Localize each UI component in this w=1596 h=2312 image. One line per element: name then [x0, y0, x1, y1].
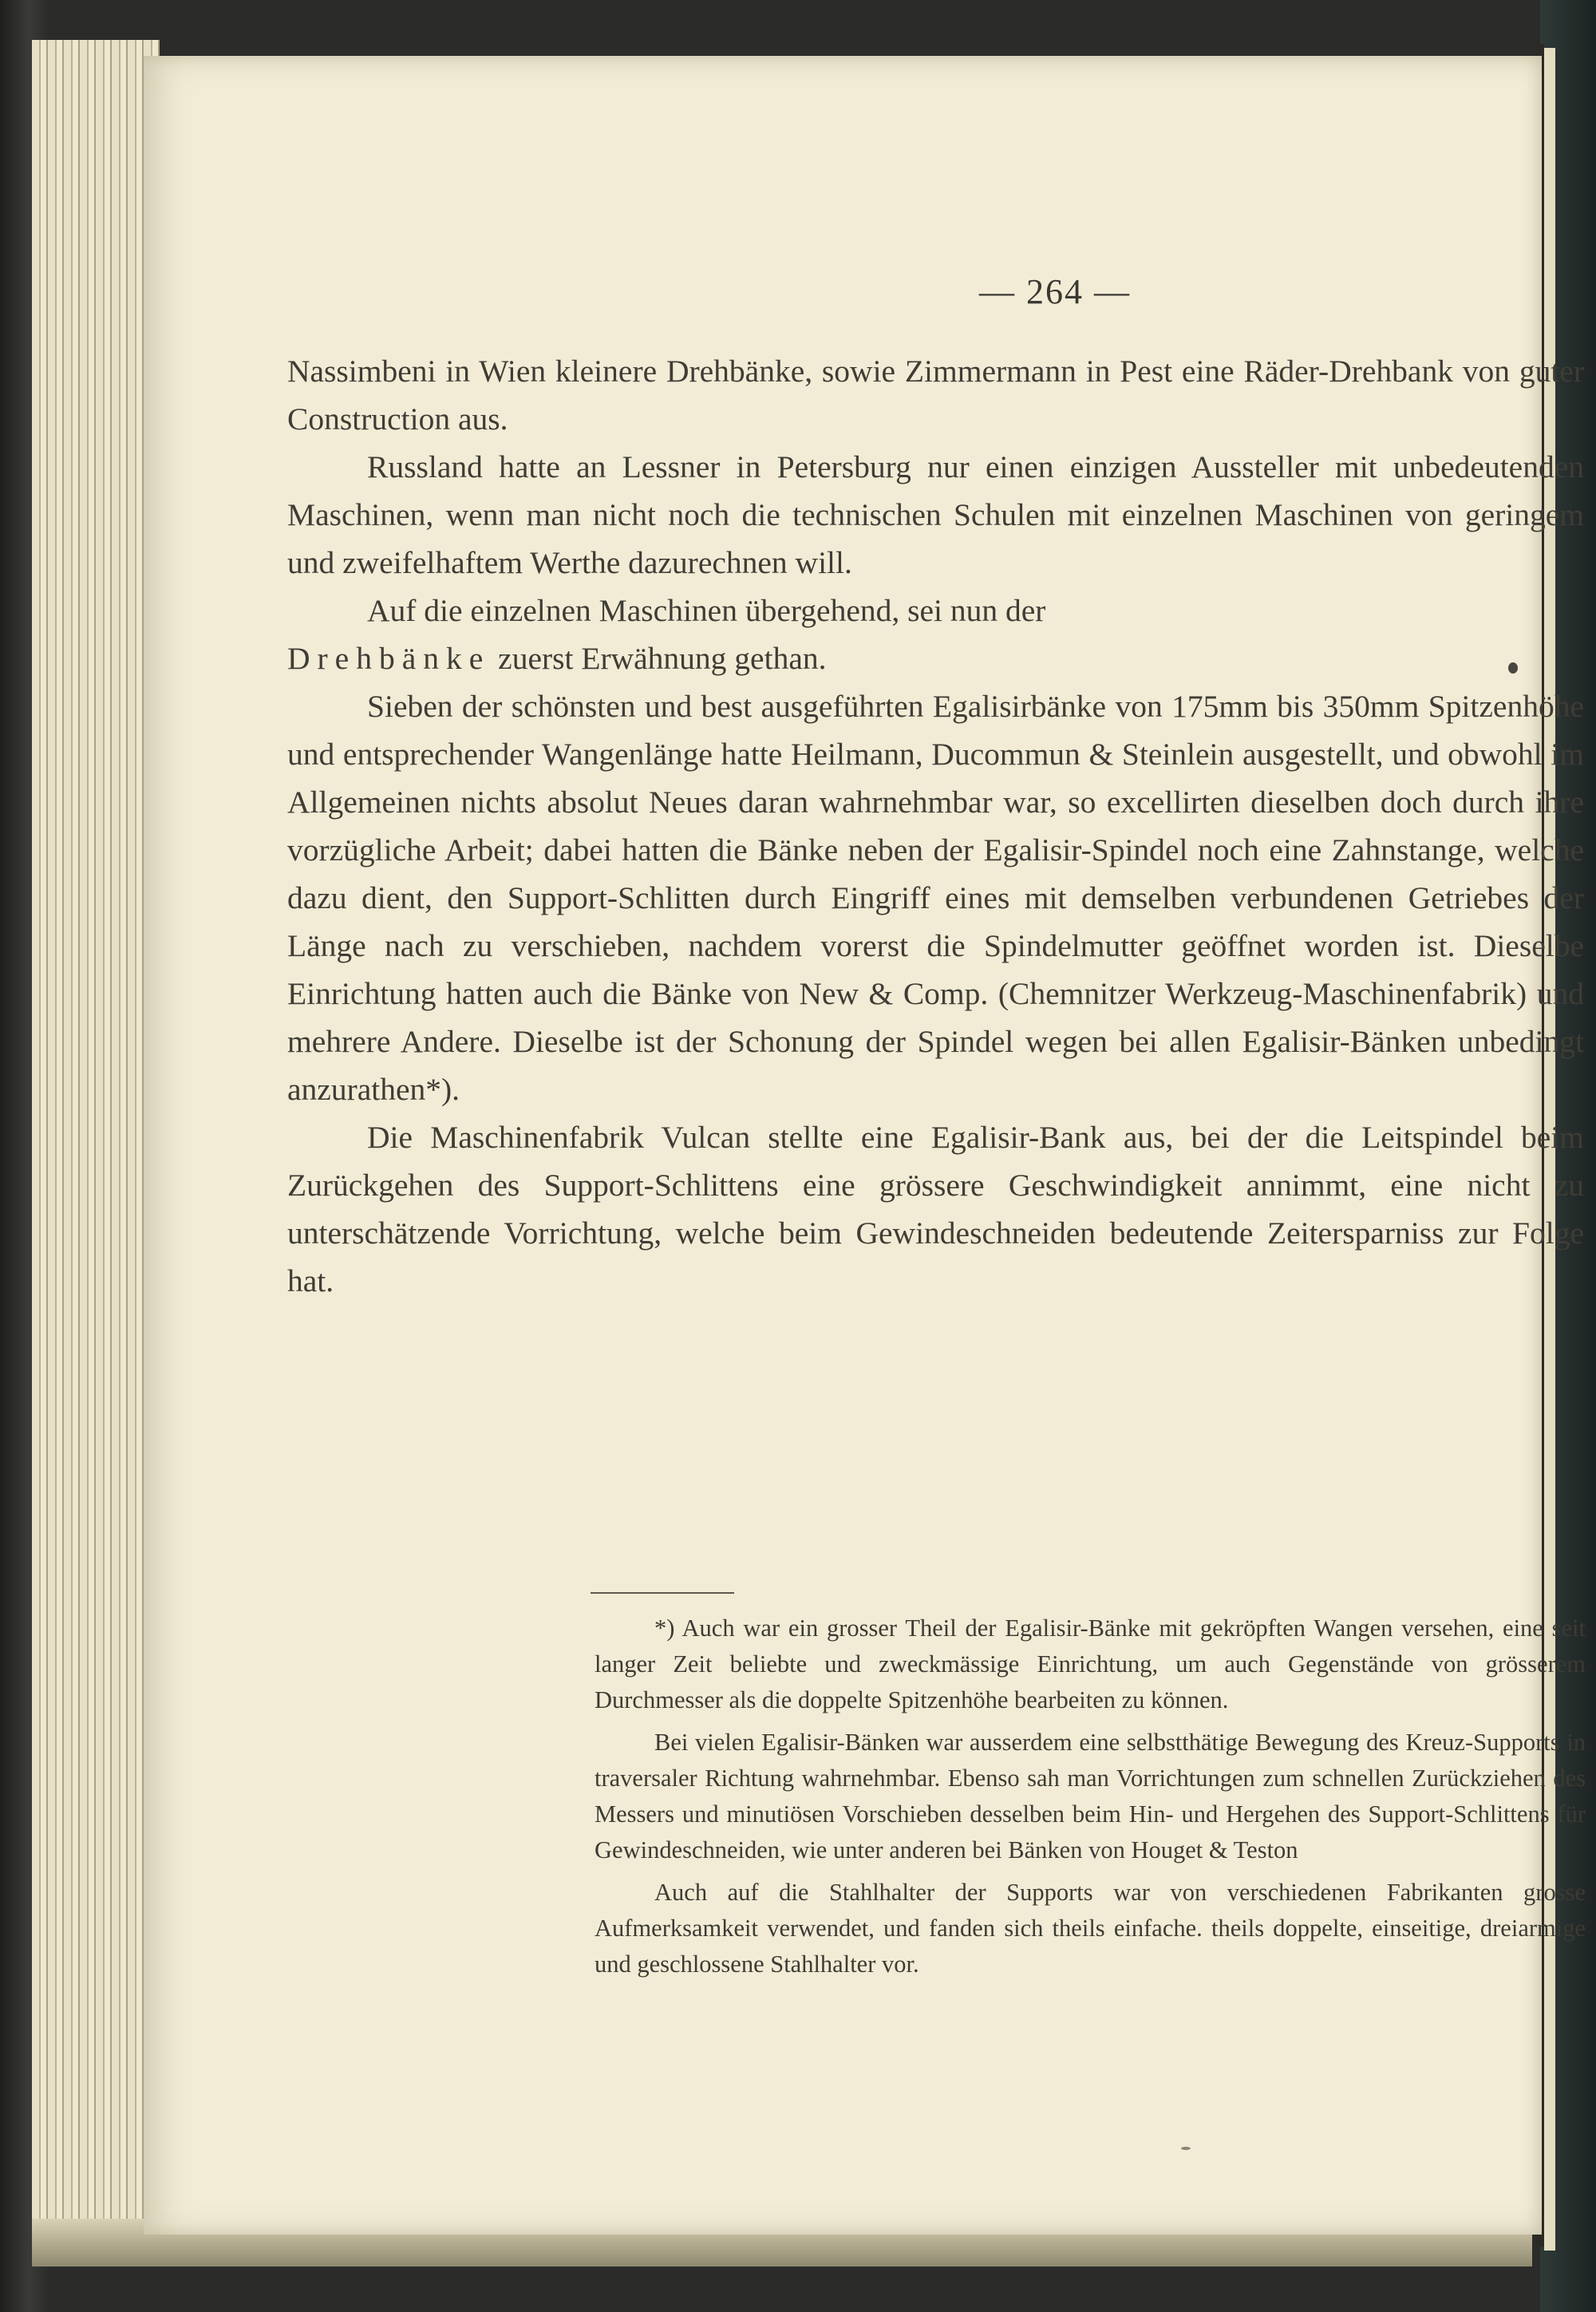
paragraph: Sieben der schönsten und best ausgeführten Egalisirbänke von 175mm bis 350mm Spitzenhöhe und entsprechender Wangenlänge hatte Heilmann, Ducommun & Steinlein ausgestellt, und obwohl im Allgemeinen nichts absolut Neues daran wahrnehmbar war, so excellirten dieselben doch durch ihre vorzügliche Arbeit; dabei hatten die Bänke neben der Egalisir-Spindel noch eine Zahnstange, welche dazu dient, den Support-Schlitten durch Eingriff eines mit demselben verbundenen Getriebes der Länge nach zu verschieben, nachdem vorerst die Spindelmutter geöffnet worden ist. Dieselbe Einrichtung hatten auch die Bänke von New & Comp. (Chemnitzer Werkzeug-Maschinenfabrik) und mehrere Andere. Dieselbe ist der Schonung der Spindel wegen bei allen Egalisir-Bänken unbedingt anzurathen*).	[287, 689, 1584, 1107]
paragraph-text: zuerst Erwähnung gethan.	[490, 641, 827, 676]
ink-spot	[1181, 2147, 1191, 2150]
page-number: — 264 —	[979, 272, 1131, 311]
ink-spot	[1508, 662, 1518, 674]
book-page	[144, 56, 1586, 2235]
body-text	[287, 347, 1584, 1305]
paragraph	[287, 587, 1584, 682]
footnote-divider	[591, 1592, 734, 1594]
paragraph-text: Auf die einzelnen Maschinen übergehend, sei nun der	[367, 593, 1046, 628]
emphasized-term: Drehbänke	[287, 641, 491, 676]
footnote: *) Auch war ein grosser Theil der Egalisir-Bänke mit gekröpften Wangen versehen, eine seit langer Zeit beliebte und zweckmässige Einrichtung, um auch Gegenstände von grösserem Durchmesser als die doppelte Spitzenhöhe bearbeiten zu können.	[595, 1614, 1586, 1713]
paragraph: Nassimbeni in Wien kleinere Drehbänke, sowie Zimmermann in Pest eine Räder-Drehbank von guter Construction aus.	[287, 354, 1584, 437]
page-edges	[32, 40, 160, 2267]
footnotes	[595, 1610, 1586, 1989]
paragraph: Russland hatte an Lessner in Petersburg nur einen einzigen Aussteller mit unbedeutenden Maschinen, wenn man nicht noch die technischen Schulen mit einzelnen Maschinen von geringem und zweifelhaftem Werthe dazurechnen will.	[287, 449, 1584, 580]
footnote: Bei vielen Egalisir-Bänken war ausserdem eine selbstthätige Bewegung des Kreuz-Supports in traversaler Richtung wahrnehmbar. Ebenso sah man Vorrichtungen zum schnellen Zurückziehen des Messers und minutiösen Vorschieben desselben beim Hin- und Hergehen des Support-Schlittens für Gewindeschneiden, wie unter anderen bei Bänken von Houget & Teston	[595, 1729, 1586, 1863]
paragraph: Die Maschinenfabrik Vulcan stellte eine Egalisir-Bank aus, bei der die Leitspindel beim Zurückgehen des Support-Schlittens eine grössere Geschwindigkeit annimmt, eine nicht zu unterschätzende Vorrichtung, welche beim Gewindeschneiden bedeutende Zeitersparniss zur Folge hat.	[287, 1120, 1584, 1298]
footnote: Auch auf die Stahlhalter der Supports war von verschiedenen Fabrikanten grosse Aufmerksamkeit verwendet, und fanden sich theils einfache. theils doppelte, einseitige, dreiarmige und geschlossene Stahlhalter vor.	[595, 1879, 1586, 1978]
